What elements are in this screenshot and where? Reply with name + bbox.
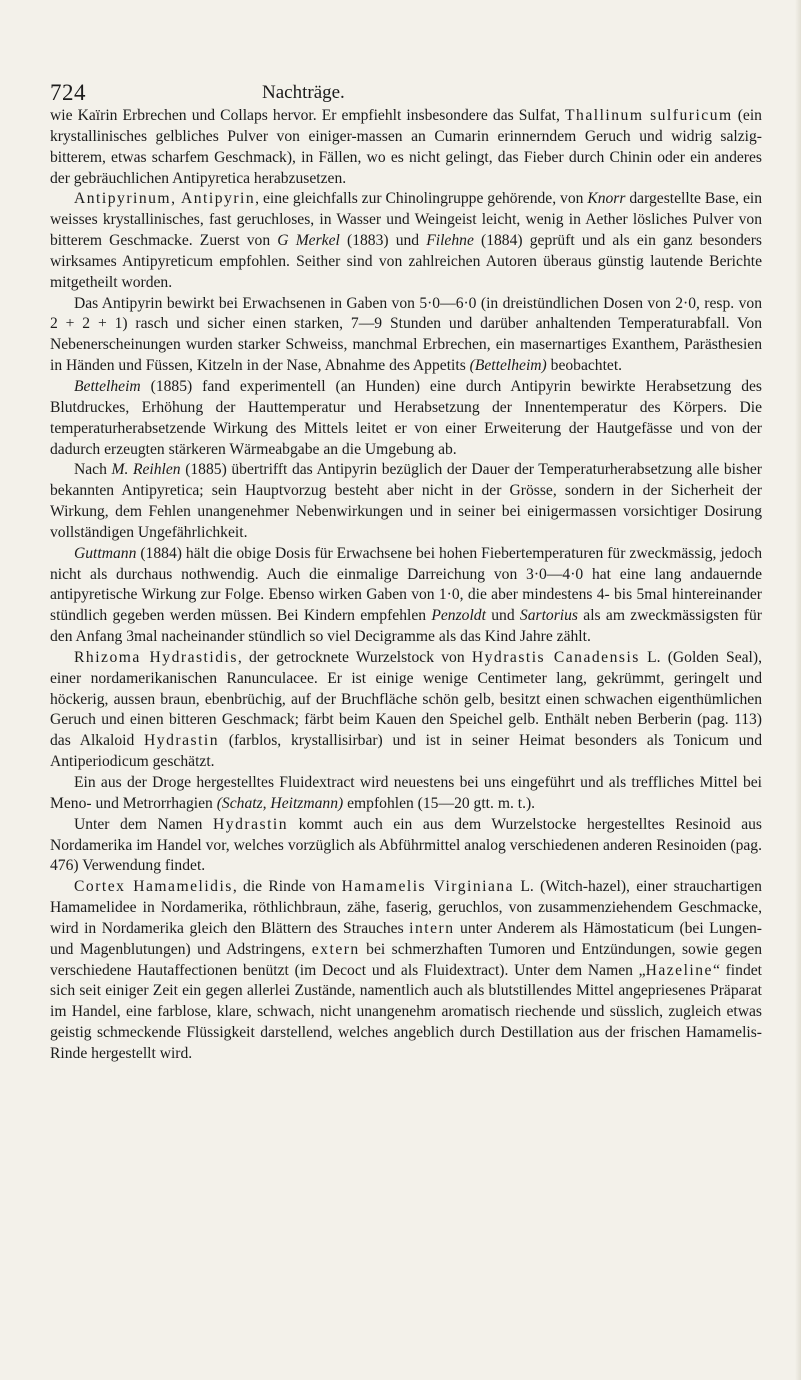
author-name: Knorr xyxy=(587,190,626,208)
author-name: Sartorius xyxy=(519,607,578,625)
term-spaced: Hydrastis Canadensis xyxy=(471,648,640,666)
term-spaced: Thallinum sulfuricum xyxy=(565,107,733,124)
text-segment: “ findet sich seit einiger Zeit ein gegen allerlei Zustände, namentlich auch als blutstillendes Mittel angepriesenes Präparat im Handel, eine farblose, klare, schwach, nicht unangenehm aromatisch riechende und süsslich, zugleich etwas geistig schmeckende Flüssigkeit darstellend, welches angeblich durch Destillation aus der frischen Hamamelis-Rinde hergestellt wird. xyxy=(50,961,762,1062)
text-segment: , der getrocknete Wurzelstock von xyxy=(237,648,472,666)
author-name: G Merkel xyxy=(277,232,340,250)
text-segment: (1884) geprüft und als ein ganz besonders wirksames Antipyreticum empfohlen. Seither sind von zahlreichen Autoren überaus günstig lautende Berichte mitgetheilt worden. xyxy=(50,232,762,291)
author-name: Guttmann xyxy=(74,544,137,562)
text-segment: und xyxy=(485,607,520,625)
text-segment: kommt auch ein aus dem Wurzelstocke hergestelltes Resinoid aus Nordamerika im Handel vor, welches vorzüglich als Abführmittel analog verschiedenen anderen Resinoiden (pag. 476) Verwendung findet. xyxy=(50,815,762,875)
paragraph xyxy=(50,815,762,878)
author-name: Penzoldt xyxy=(431,607,486,625)
term-spaced: extern xyxy=(311,940,360,958)
text-segment: Das Antipyrin bewirkt bei Erwachsenen in Gaben von 5·0—6·0 (in dreistündlichen Dosen von 2·0, resp. von 2 + 2 + 1) rasch und sicher einen starken, 7—9 Stunden und darüber anhaltenden Temperaturabfall. Von Nebenerscheinungen wurden starker Schweiss, manchmal Erbrechen, ein masernartiges Exanthem, Parästhesien in Händen und Füssen, Kitzeln in der Nase, Abnahme des Appetits xyxy=(50,294,762,375)
term-spaced: Hazeline xyxy=(645,961,713,979)
text-segment: dargestellte Base, ein weisses krystallinisches, fast geruchloses, in Wasser und Weingeist leicht, wenig in Aether lösliches Pulver von bitterem Geschmacke. Zuerst von xyxy=(50,190,763,250)
body-text xyxy=(50,106,762,1065)
text-segment: , die Rinde von xyxy=(232,878,342,896)
text-segment: (1885) fand experimentell (an Hunden) eine durch Antipyrin bewirkte Herabsetzung des Blutdruckes, Erhöhung der Hauttemperatur und Herabsetzung der Innentemperatur des Körpers. Die temperaturherabsetzende Wirkung des Mittels leitet er von einer Erweiterung der Hautgefässe und von der dadurch erzeugten stärkeren Wärmeabgabe an die Umgebung ab. xyxy=(50,377,762,458)
text-segment: wie Kaïrin Erbrechen und Collaps hervor. Er empfiehlt insbesondere das Sulfat, xyxy=(50,107,566,124)
text-segment: (1885) übertrifft das Antipyrin bezüglich der Dauer der Temperaturherabsetzung alle bisher bekannten Antipyretica; sein Hauptvorzug besteht aber nicht in der Grösse, sondern in der Sicherheit der Wirkung, dem Fehlen unangenehmer Nebenwirkungen und in seiner bei einigermassen vorsichtiger Dosirung vollständigen Ungefährlichkeit. xyxy=(50,461,762,541)
text-segment: bei schmerzhaften Tumoren und Entzündungen, sowie gegen verschiedene Hautaffectionen benützt (im Decoct und als Fluidextract). Unter dem Namen „ xyxy=(50,940,763,979)
term-spaced: Hydrastin xyxy=(213,815,289,833)
paragraph xyxy=(50,544,762,648)
page-header xyxy=(50,80,762,108)
term-spaced: Rhizoma Hydrastidis xyxy=(74,648,238,666)
author-name: M. Reihlen xyxy=(111,461,181,479)
text-segment: Nach xyxy=(74,461,112,479)
paragraph xyxy=(50,189,762,293)
text-segment: L. (Golden Seal), einer nordamerikanischen Ranunculacee. Er ist einige wenige Centimeter lang, gekrümmt, geringelt und höckerig, aussen braun, ebenbrüchig, auf der Bruchfläche schön gelb, besitzt einen schwachen eigenthümlichen Geruch und einen bitteren Geschmack; färbt beim Kauen den Speichel gelb. Enthält neben Berberin (pag. 113) das Alkaloid xyxy=(50,648,762,750)
paragraph xyxy=(50,106,762,189)
author-name: Filehne xyxy=(426,232,474,250)
text-segment: (1883) und xyxy=(339,232,427,250)
term-spaced: Hamamelis Virginiana xyxy=(341,878,515,896)
text-segment: Unter dem Namen xyxy=(74,815,214,833)
author-name: (Schatz, Heitzmann) xyxy=(216,794,344,812)
term-spaced: Cortex Hamamelidis xyxy=(74,878,233,896)
text-segment: , eine gleichfalls zur Chinolingruppe gehörende, von xyxy=(255,190,588,208)
paragraph xyxy=(50,877,762,1065)
text-segment: empfohlen (15—20 gtt. m. t.). xyxy=(343,794,536,812)
author-name: Bettelheim xyxy=(74,377,141,395)
term-spaced: intern xyxy=(409,919,455,937)
paragraph xyxy=(50,648,762,773)
paragraph xyxy=(50,294,762,377)
paragraph xyxy=(50,773,762,815)
text-segment: L. (Witch-hazel), einer strauchartigen Hamamelidee in Nordamerika, röthlichbraun, zähe, faserig, geruchlos, von zusammenziehendem Geschmacke, wird in Nordamerika gleich den Blättern des Strauches xyxy=(50,878,762,937)
text-segment: (farblos, krystallisirbar) und ist in seiner Heimat besonders als Tonicum und Antiperiodicum geschätzt. xyxy=(50,732,763,771)
author-name: (Bettelheim) xyxy=(469,357,547,375)
page-number: 724 xyxy=(50,80,86,105)
text-segment: (1884) hält die obige Dosis für Erwachsene bei hohen Fiebertemperaturen für zweckmässig, jedoch nicht als durchaus nothwendig. Auch die einmalige Darreichung von 3·0—4·0 hat eine lang andauernde antipyretische Wirkung zur Folge. Ebenso wirken Gaben von 1·0, die aber mindestens 4- bis 5mal hintereinander stündlich gegeben werden müssen. Bei Kindern empfehlen xyxy=(50,544,762,625)
text-segment: Ein aus der Droge hergestelltes Fluidextract wird neuestens bei uns eingeführt und als treffliches Mittel bei Meno- und Metrorrhagien xyxy=(50,774,762,812)
term-spaced: Hydrastin xyxy=(144,732,220,750)
page-edge xyxy=(795,0,801,1380)
paragraph xyxy=(50,460,762,543)
running-head: Nachträge. xyxy=(262,82,345,103)
text-segment: beobachtet. xyxy=(546,357,623,375)
term-spaced: Antipyrinum, Antipyrin xyxy=(74,190,256,208)
text-segment: als am zweckmässigsten für den Anfang 3mal nacheinander stündlich so viel Decigramme als das Kind Jahre zählt. xyxy=(50,607,762,646)
paragraph xyxy=(50,377,762,460)
text-segment: unter Anderem als Hämostaticum (bei Lungen- und Magenblutungen) und Adstringens, xyxy=(50,919,762,958)
text-segment: (ein krystallinisches gelbliches Pulver von einiger-massen an Cumarin erinnerndem Geruch und widrig salzig-bitterem, etwas scharfem Geschmack), in Fällen, wo es nicht gelingt, das Fieber durch Chinin oder ein anderes der gebräuchlichen Antipyretica herabzusetzen. xyxy=(50,107,762,187)
